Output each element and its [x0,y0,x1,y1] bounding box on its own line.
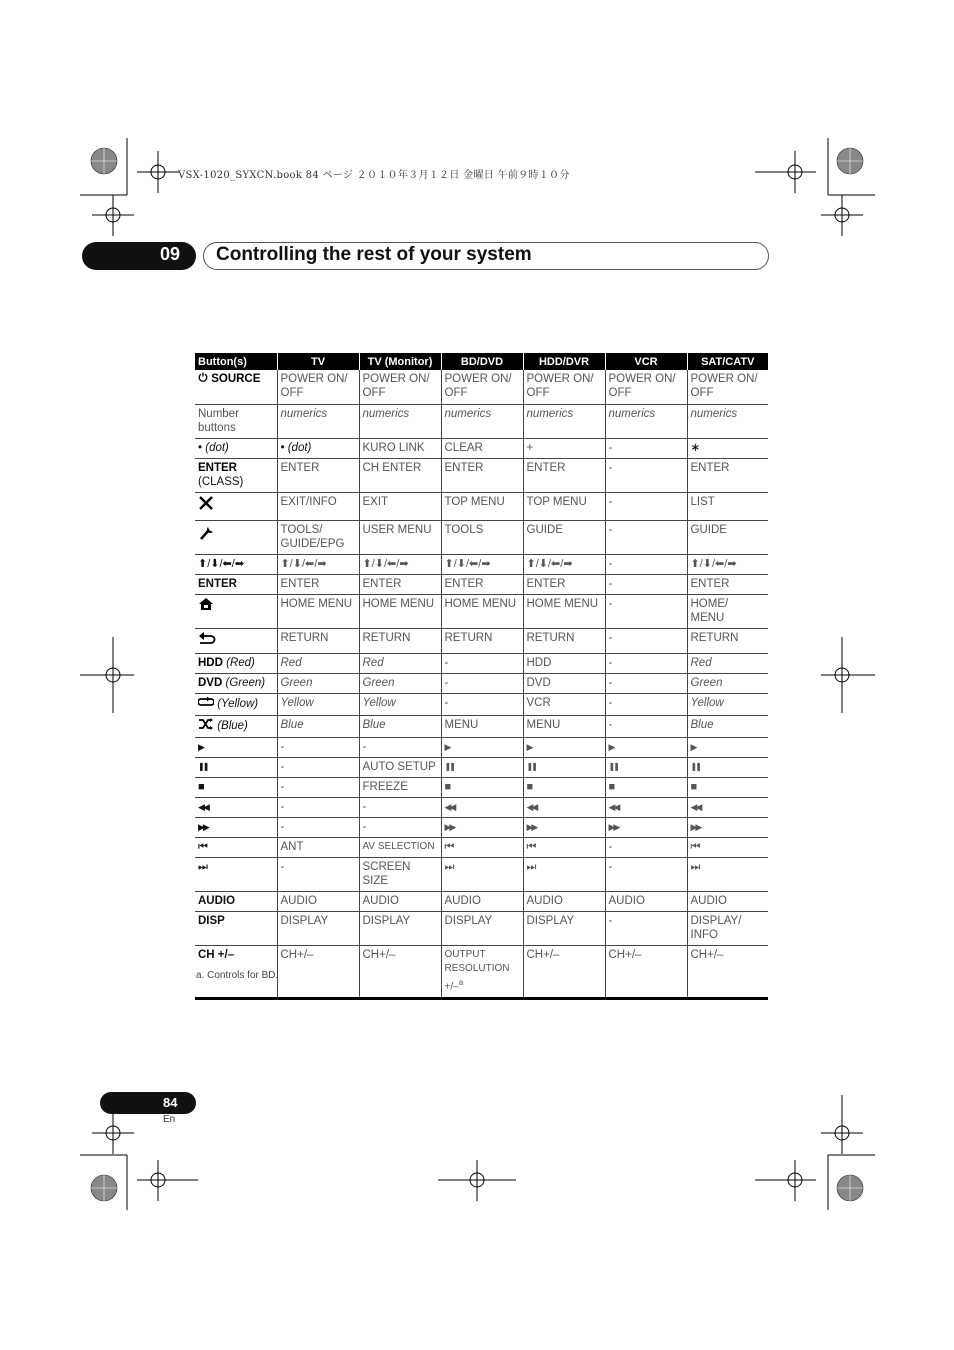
table-cell: ◀◀ [605,797,687,817]
table-cell: RETURN [441,628,523,653]
table-cell: TOOLS [441,520,523,554]
table-row [195,594,768,628]
table-cell: - [277,857,359,891]
button-label: HDD [198,656,223,669]
table-header-row [195,353,768,370]
table-cell: - [277,737,359,757]
table-cell: Yellow [687,693,768,715]
table-cell: ❚❚ [605,757,687,777]
table-cell: ⏮ [441,837,523,857]
table-cell: DISPLAY [359,911,441,945]
table-cell: RETURN [277,628,359,653]
rewind-icon: ◀◀ [195,797,277,817]
button-label: CH +/– [195,945,277,998]
table-cell: - [605,458,687,492]
table-row [195,492,768,520]
table-cell: - [605,673,687,693]
button-note: (dot) [205,441,229,454]
table-cell: ENTER [523,458,605,492]
table-cell: ▶ [687,737,768,757]
stop-icon: ■ [195,777,277,797]
button-cell [195,458,277,492]
table-cell: numerics [523,404,605,438]
table-row [195,458,768,492]
table-cell: ❚❚ [687,757,768,777]
table-cell: - [605,911,687,945]
table-cell: CH+/– [277,945,359,998]
footnote: a. Controls for BD. [196,970,279,981]
table-cell: CH ENTER [359,458,441,492]
button-cell [195,673,277,693]
table-cell: ◀◀ [687,797,768,817]
table-cell: - [441,673,523,693]
table-row [195,520,768,554]
table-cell: numerics [277,404,359,438]
table-cell: Red [359,653,441,673]
table-cell: Green [359,673,441,693]
table-cell: DISPLAY [277,911,359,945]
table-cell: POWER ON/ OFF [687,370,768,404]
table-cell: USER MENU [359,520,441,554]
table-cell: AUDIO [359,891,441,911]
play-icon: ▶ [195,737,277,757]
table-cell: DVD [523,673,605,693]
table-cell: ◀◀ [523,797,605,817]
table-cell: ■ [605,777,687,797]
footnote-mark: a [458,977,464,987]
table-cell: CH+/– [359,945,441,998]
skip-next-icon: ⏭ [195,857,277,891]
table-cell: ■ [441,777,523,797]
table-cell: TOP MENU [441,492,523,520]
header-bd-dvd: BD/DVD [441,353,523,370]
table-cell: AUDIO [687,891,768,911]
table-cell: POWER ON/ OFF [359,370,441,404]
table-cell: - [441,653,523,673]
table-cell: numerics [441,404,523,438]
table-cell: HDD [523,653,605,673]
table-row [195,554,768,574]
fast-forward-icon: ▶▶ [195,817,277,837]
table-row [195,715,768,737]
table-cell: POWER ON/ OFF [605,370,687,404]
table-cell: DISPLAY [441,911,523,945]
table-cell: ENTER [441,574,523,594]
table-row [195,673,768,693]
table-cell: ENTER [687,458,768,492]
table-cell: ⬆/⬇/⬅/➡ [687,554,768,574]
table-cell: AUDIO [441,891,523,911]
table-row [195,404,768,438]
home-icon [198,597,214,615]
button-note: (CLASS) [198,475,244,488]
page-number: 84 [163,1095,178,1110]
table-cell: ■ [523,777,605,797]
table-cell: HOME MENU [441,594,523,628]
print-header: VSX-1020_SYXCN.book 84 ページ ２０１０年３月１２日 金曜日 午前９時１０分 [178,170,570,181]
table-cell: - [277,797,359,817]
button-cell [195,693,277,715]
table-row [195,628,768,653]
table-cell: KURO LINK [359,438,441,458]
table-cell: Blue [277,715,359,737]
header-buttons: Button(s) [195,353,277,370]
table-cell: CLEAR [441,438,523,458]
table-row [195,891,768,911]
table-row [195,945,768,998]
header-sat-catv: SAT/CATV [687,353,768,370]
table-cell: - [277,777,359,797]
table-cell: CH+/– [605,945,687,998]
table-cell: Red [277,653,359,673]
table-row [195,737,768,757]
button-note: (Green) [225,676,266,689]
table-cell: RETURN [359,628,441,653]
button-cell [195,715,277,737]
table-cell: ▶ [523,737,605,757]
table-cell: RETURN [523,628,605,653]
close-icon [198,495,214,515]
arrow-keys-icon: ⬆/⬇/⬅/➡ [195,554,277,574]
table-cell: MENU [523,715,605,737]
table-cell: - [605,715,687,737]
table-cell: - [605,628,687,653]
table-cell: TOOLS/ GUIDE/EPG [277,520,359,554]
table-cell: RETURN [687,628,768,653]
table-cell: - [605,438,687,458]
table-row [195,693,768,715]
table-cell: - [605,837,687,857]
table-cell: ⏭ [441,857,523,891]
table-cell [441,945,523,998]
table-row [195,837,768,857]
button-cell [195,628,277,653]
table-row [195,797,768,817]
table-cell: CH+/– [687,945,768,998]
shuffle-icon [198,718,214,734]
table-cell: HOME/ MENU [687,594,768,628]
table-cell: - [605,693,687,715]
table-cell: SCREEN SIZE [359,857,441,891]
table-cell: numerics [687,404,768,438]
table-cell: CH+/– [523,945,605,998]
table-cell: Yellow [359,693,441,715]
table-cell: VCR [523,693,605,715]
table-cell: DISPLAY/ INFO [687,911,768,945]
table-cell: AUDIO [523,891,605,911]
table-cell: Blue [687,715,768,737]
button-label: DISP [195,911,277,945]
table-cell: ANT [277,837,359,857]
table-cell: HOME MENU [523,594,605,628]
output-resolution-label: OUTPUT RESOLUTION +/– [444,948,510,992]
table-cell: ⏮ [687,837,768,857]
table-cell: EXIT/INFO [277,492,359,520]
table-cell: GUIDE [687,520,768,554]
table-cell: - [277,757,359,777]
table-row [195,574,768,594]
table-cell: ENTER [277,458,359,492]
table-cell: - [605,554,687,574]
table-cell: DISPLAY [523,911,605,945]
dot-glyph: • [198,441,203,454]
table-cell: ⏮ [523,837,605,857]
table-cell: ■ [687,777,768,797]
table-cell: ⬆/⬇/⬅/➡ [441,554,523,574]
button-cell [195,520,277,554]
page-badge [100,1092,196,1114]
control-table [195,353,768,1000]
table-cell: numerics [359,404,441,438]
table-row [195,438,768,458]
table-cell: FREEZE [359,777,441,797]
header-hdd-dvr: HDD/DVR [523,353,605,370]
button-label: DVD [198,676,223,689]
table-cell: ∗ [687,438,768,458]
button-note: (Blue) [217,719,248,732]
button-label: ENTER [195,574,277,594]
table-cell: numerics [605,404,687,438]
table-cell: - [359,737,441,757]
table-cell: Blue [359,715,441,737]
table-cell: ❚❚ [523,757,605,777]
power-icon [198,372,208,386]
table-row [195,857,768,891]
pause-icon: ❚❚ [195,757,277,777]
repeat-icon [198,696,214,712]
table-cell: MENU [441,715,523,737]
button-cell [195,370,277,404]
table-cell: TOP MENU [523,492,605,520]
table-cell: - [441,693,523,715]
table-cell: ⬆/⬇/⬅/➡ [523,554,605,574]
table-cell: ▶ [605,737,687,757]
return-icon [198,631,216,649]
table-cell: ▶▶ [523,817,605,837]
table-row [195,911,768,945]
table-cell: ▶ [441,737,523,757]
button-note: (Yellow) [217,697,259,710]
table-cell: ▶▶ [605,817,687,837]
table-cell: ⬆/⬇/⬅/➡ [359,554,441,574]
table-cell: GUIDE [523,520,605,554]
table-cell: EXIT [359,492,441,520]
button-label: AUDIO [195,891,277,911]
table-cell: POWER ON/ OFF [441,370,523,404]
table-row [195,370,768,404]
header-tv: TV [277,353,359,370]
table-cell: AUTO SETUP [359,757,441,777]
table-cell: - [605,492,687,520]
table-cell: ENTER [523,574,605,594]
wrench-icon [198,523,216,545]
table-row [195,757,768,777]
table-cell: ▶▶ [441,817,523,837]
header-vcr: VCR [605,353,687,370]
table-cell: - [605,653,687,673]
table-cell: Red [687,653,768,673]
table-cell: AV SELECTION [359,837,441,857]
table-cell: ❚❚ [441,757,523,777]
table-cell: ⏭ [687,857,768,891]
table-cell: + [523,438,605,458]
table-cell: Yellow [277,693,359,715]
table-cell: POWER ON/ OFF [277,370,359,404]
button-label: ENTER [198,461,237,474]
table-cell: AUDIO [605,891,687,911]
table-cell: - [359,817,441,837]
table-row [195,777,768,797]
table-cell: POWER ON/ OFF [523,370,605,404]
button-cell [195,594,277,628]
button-cell [195,438,277,458]
table-cell: ⬆/⬇/⬅/➡ [277,554,359,574]
table-cell: - [359,797,441,817]
table-cell: ▶▶ [687,817,768,837]
page-language: En [163,1114,176,1125]
header-tv-monitor: TV (Monitor) [359,353,441,370]
table-cell: - [605,574,687,594]
table-cell: ENTER [441,458,523,492]
button-cell [195,653,277,673]
table-cell: ⏭ [523,857,605,891]
table-cell: - [605,594,687,628]
chapter-number: 09 [160,244,181,264]
table-cell: ENTER [277,574,359,594]
button-cell [195,492,277,520]
table-cell: AUDIO [277,891,359,911]
button-label: SOURCE [211,373,261,386]
table-cell: • (dot) [277,438,359,458]
table-cell: ENTER [687,574,768,594]
table-cell: Green [687,673,768,693]
table-cell: - [605,520,687,554]
chapter-title: Controlling the rest of your system [216,244,532,265]
table-row [195,817,768,837]
button-note: (Red) [226,656,255,669]
table-cell: HOME MENU [359,594,441,628]
table-cell: ENTER [359,574,441,594]
table-cell: - [605,857,687,891]
table-cell: ◀◀ [441,797,523,817]
table-cell: Green [277,673,359,693]
table-cell: LIST [687,492,768,520]
table-cell: - [277,817,359,837]
table-cell: HOME MENU [277,594,359,628]
table-row [195,653,768,673]
button-cell: Number buttons [195,404,277,438]
skip-previous-icon: ⏮ [195,837,277,857]
